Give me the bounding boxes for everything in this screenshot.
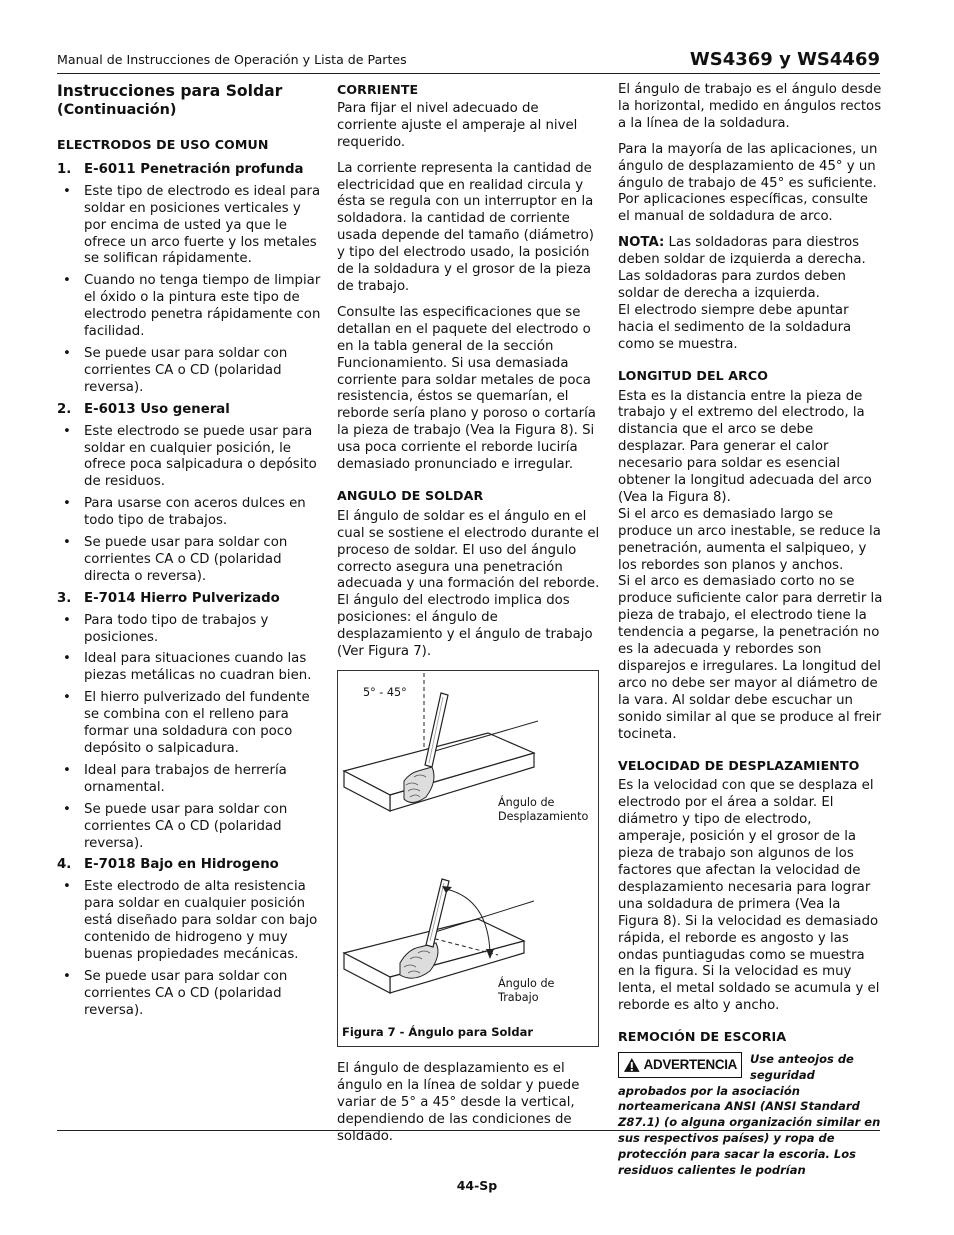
travel-angle-label-line2: Desplazamiento	[498, 810, 589, 823]
electrode-type-item	[57, 162, 322, 179]
work-angle-label-line1: Ángulo de	[498, 977, 555, 990]
column-arc	[618, 82, 883, 1178]
warning-triangle-icon	[623, 1057, 641, 1073]
bullet-text: Cuando no tenga tiempo de limpiar el óxido o la pintura este tipo de electrodo penetra rápidamente con facilidad.	[84, 273, 321, 340]
page-number: 44-Sp	[456, 1178, 498, 1193]
angulo-paragraph-2: El ángulo de desplazamiento es el ángulo en la línea de soldar y puede variar de 5° a 45° desde la vertical, dependiendo de las condiciones de soldado.	[337, 1061, 580, 1144]
longitud-paragraph-2: Si el arco es demasiado largo se produce un arco inestable, se reduce la penetración, aumenta el salpiqueo, y los rebordes son planos y anchos.	[618, 506, 881, 573]
welding-angle-figure	[337, 670, 599, 1047]
remocion-heading: REMOCIÓN DE ESCORIA	[618, 1029, 787, 1045]
list-item	[57, 613, 322, 647]
bullet-icon: •	[63, 345, 71, 361]
list-item	[57, 651, 322, 685]
bullet-icon: •	[63, 423, 71, 439]
work-angle-paragraph: El ángulo de trabajo es el ángulo desde la horizontal, medido en ángulos rectos a la línea de la soldadura.	[618, 82, 882, 131]
warning-text: Use anteojos de seguridad aprobados por la asociación norteamericana ANSI (ANSI Standard Z87.1) (o alguna organización similar en sus respectivos países) y ropa de protección para sacar la escoria. Los residuos calientes le podrían	[618, 1052, 881, 1177]
bullet-icon: •	[63, 273, 71, 289]
electrode-type-label: E-7014 Hierro Pulverizado	[84, 590, 280, 606]
bullet-icon: •	[63, 496, 71, 512]
list-item	[57, 273, 322, 341]
note-paragraph	[618, 235, 883, 303]
corriente-paragraph-2: La corriente representa la cantidad de electricidad que en realidad circula y ésta se regula con un interruptor en la soldadora. la cantidad de corriente usada depende del tamaño (diámetro) y tipo del electrodo usado, la posición de la soldadura y el grosor de la pieza de trabajo.	[337, 160, 594, 294]
bullet-text: Para usarse con aceros dulces en todo tipo de trabajos.	[84, 496, 306, 529]
column-electrodes	[57, 82, 322, 1025]
list-item	[57, 184, 322, 269]
bullet-icon: •	[63, 762, 71, 778]
work-angle-label-line2: Trabajo	[498, 991, 539, 1004]
corriente-paragraph-3: Consulte las especificaciones que se detallan en el paquete del electrodo o en la tabla general de la sección Funcionamiento. Si usa demasiada corriente para soldar metales de poca resistencia, éstos se quemarían, el reborde sería plano y poroso o cortaría la pieza de trabajo (Vea la Figura 8). Si usa poca corriente el reborde luciría demasiado pronunciado e irregular.	[337, 304, 596, 473]
bullet-text: Este tipo de electrodo es ideal para soldar en posiciones verticales y por encima de usted ya que le ofrece un arco fuerte y los metales se solifican rápidamente.	[84, 183, 321, 267]
list-item	[57, 802, 322, 853]
longitud-paragraph-1: Esta es la distancia entre la pieza de trabajo y el extremo del electrodo, la distancia que el arco se debe desplazar. Para generar el calor necesario para soldar es esencial obtener la longitud adecuada del arco (Vea la Figura 8).	[618, 388, 872, 505]
note-paragraph-2: El electrodo siempre debe apuntar hacia el sedimento de la soldadura como se muestra.	[618, 302, 852, 352]
item-number: 3.	[57, 590, 72, 606]
bullet-icon: •	[63, 801, 71, 817]
electrode-type-label: E-7018 Bajo en Hidrogeno	[84, 857, 279, 873]
item-number: 1.	[57, 161, 72, 177]
electrode-list	[57, 162, 322, 1020]
section-title: Instrucciones para Soldar	[57, 82, 283, 100]
column-current-angle	[337, 82, 601, 1155]
model-number: WS4369 y WS4469	[689, 49, 880, 70]
electrode-type-item	[57, 857, 322, 874]
bullet-text: Se puede usar para soldar con corrientes CA o CD (polaridad directa o reversa).	[84, 535, 288, 584]
electrode-type-item	[57, 591, 322, 608]
angulo-heading: ANGULO DE SOLDAR	[337, 487, 484, 503]
angulo-paragraph-1: El ángulo de soldar es el ángulo en el cual se sostiene el electrodo durante el proceso de soldar. El uso del ángulo correcto asegura una penetración adecuada y una formación del reborde. El ángulo del electrodo implica dos posiciones: el ángulo de desplazamiento y el ángulo de trabajo (Ver Figura 7).	[337, 508, 600, 660]
angle-application-paragraph: Para la mayoría de las aplicaciones, un ángulo de desplazamiento de 45° y un ángulo de trabajo de 45° es suficiente. Por aplicaciones específicas, consulte el manual de soldadura de arco.	[618, 141, 878, 225]
bullet-text: Ideal para situaciones cuando las piezas metálicas no cuadran bien.	[84, 651, 312, 684]
bullet-text: Se puede usar para soldar con corrientes CA o CD (polaridad reversa).	[84, 801, 288, 851]
manual-title: Manual de Instrucciones de Operación y Lista de Partes	[57, 52, 407, 67]
warning-badge	[618, 1052, 742, 1078]
bullet-icon: •	[63, 183, 71, 199]
electrode-type-label: E-6011 Penetración profunda	[84, 161, 304, 177]
list-item	[57, 496, 322, 530]
bullet-icon: •	[63, 612, 71, 628]
bullet-text: Este electrodo se puede usar para soldar en cualquier posición, le ofrece poca salpicadura o depósito de residuos.	[84, 423, 317, 490]
list-item	[57, 535, 322, 586]
header-rule	[57, 73, 880, 74]
bullet-text: Se puede usar para soldar con corrientes CA o CD (polaridad reversa).	[84, 968, 288, 1018]
bullet-text: Este electrodo de alta resistencia para soldar en cualquier posición está diseñado para soldar con bajo contenido de hidrogeno y muy buenas propiedades mecánicas.	[84, 879, 318, 962]
item-number: 2.	[57, 401, 72, 417]
bullet-icon: •	[63, 968, 71, 984]
note-text: Las soldadoras para diestros deben soldar de izquierda a derecha. Las soldadoras para zurdos deben soldar de derecha a izquierda.	[618, 235, 866, 301]
electrode-type-item	[57, 402, 322, 419]
corriente-paragraph-1: Para fijar el nivel adecuado de corriente ajuste el amperaje al nivel requerido.	[337, 100, 578, 150]
footer-rule	[57, 1130, 880, 1131]
list-item	[57, 346, 322, 397]
electrode-type-label: E-6013 Uso general	[84, 401, 230, 417]
section-subtitle: (Continuación)	[57, 102, 177, 118]
angle-range-label: 5° - 45°	[363, 686, 407, 699]
safety-warning	[618, 1052, 883, 1178]
bullet-text: Ideal para trabajos de herrería ornamental.	[84, 762, 287, 795]
list-item	[57, 879, 322, 964]
list-item	[57, 424, 322, 492]
bullet-text: El hierro pulverizado del fundente se combina con el relleno para formar una soldadura con poco depósito o salpicadura.	[84, 690, 310, 756]
bullet-icon: •	[63, 879, 71, 895]
travel-angle-label-line1: Ángulo de	[498, 796, 555, 809]
list-item	[57, 690, 322, 758]
warning-label: ADVERTENCIA	[643, 1057, 737, 1073]
list-item	[57, 969, 322, 1020]
welding-angle-illustration	[338, 671, 600, 1048]
bullet-icon: •	[63, 651, 71, 667]
bullet-icon: •	[63, 535, 71, 551]
bullet-text: Para todo tipo de trabajos y posiciones.	[84, 612, 269, 645]
item-number: 4.	[57, 857, 72, 873]
note-label: NOTA:	[618, 235, 665, 251]
electrodes-heading: ELECTRODOS DE USO COMUN	[57, 137, 269, 152]
velocidad-heading: VELOCIDAD DE DESPLAZAMIENTO	[618, 757, 860, 773]
longitud-paragraph-3: Si el arco es demasiado corto no se produce suficiente calor para derretir la pieza de trabajo, el electrodo tiene la tendencia a pegarse, la penetración no es la adecuada y rebordes son disparejos e irregulares. La longitud del arco no debe ser mayor al diámetro de la vara. Al soldar debe escuchar un sonido similar al que se produce al freir tocineta.	[618, 574, 883, 742]
velocidad-paragraph: Es la velocidad con que se desplaza el electrodo por el área a soldar. El diámetro y tipo de electrodo, amperaje, posición y el grosor de la pieza de trabajo son algunos de los factores que afectan la velocidad de desplazamiento necesaria para lograr una soldadura de primera (Vea la Figura 8). Si la velocidad es demasiado rápida, el reborde es angosto y las ondas puntiagudas como se muestra en la figura. Si la velocidad es muy lenta, el metal soldado se acumula y el reborde es alto y ancho.	[618, 778, 880, 1014]
corriente-heading: CORRIENTE	[337, 82, 419, 97]
bullet-icon: •	[63, 690, 71, 706]
list-item	[57, 763, 322, 797]
bullet-text: Se puede usar para soldar con corrientes CA o CD (polaridad reversa).	[84, 345, 288, 395]
longitud-heading: LONGITUD DEL ARCO	[618, 367, 769, 383]
figure-caption: Figura 7 - Ángulo para Soldar	[342, 1025, 534, 1040]
